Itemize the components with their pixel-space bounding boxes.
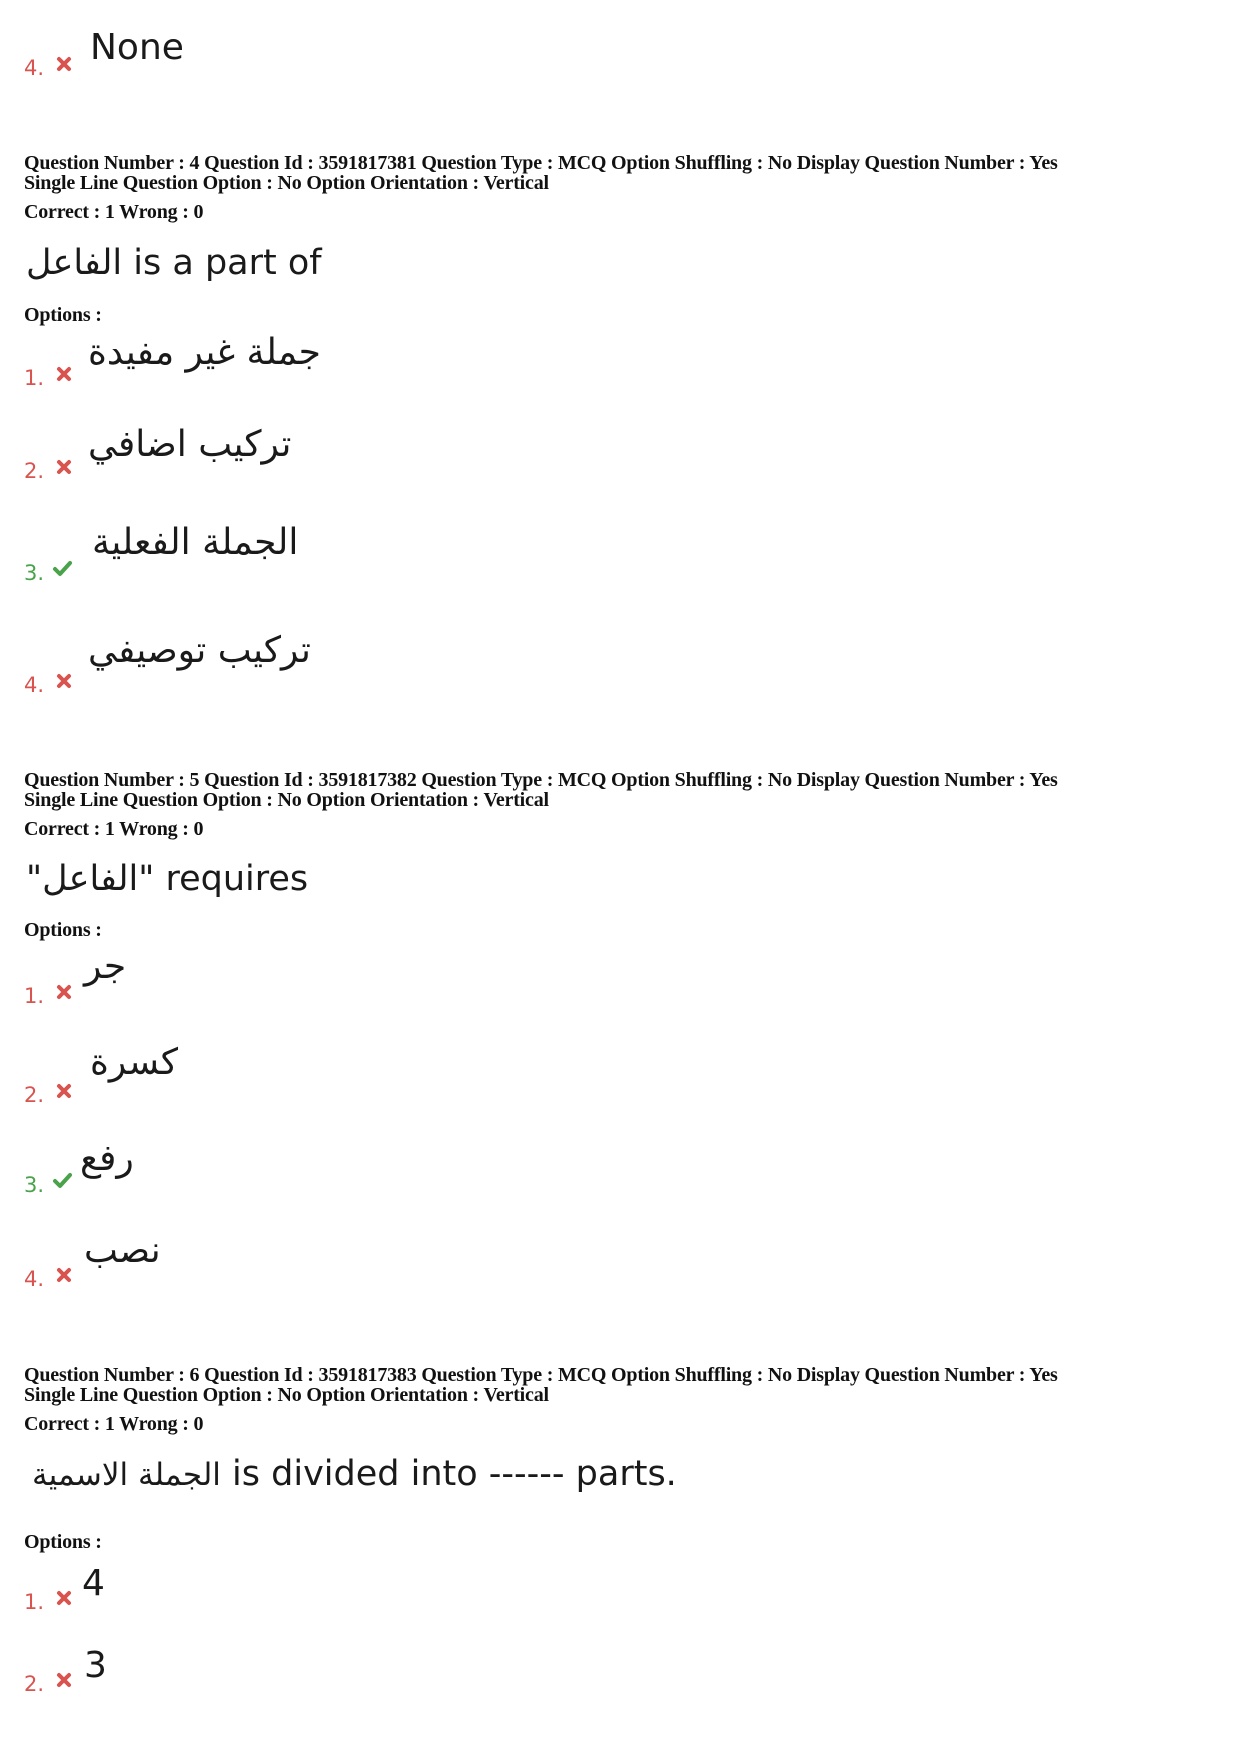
stem-arabic: الجملة الاسمية [32,1457,221,1493]
correct-check-icon [52,1170,72,1190]
options-label: Options : [24,1531,102,1553]
wrong-cross-icon [54,364,74,384]
stem-arabic: الفاعل [26,243,123,283]
question-meta-line2: Single Line Question Option : No Option Orientation : Vertical [24,172,549,194]
option-text: نصب [84,1230,161,1271]
question-meta-line1: Question Number : 6 Question Id : 3591817383 Question Type : MCQ Option Shuffling : No Display Question Number : Yes [24,1364,1058,1386]
question-stem [32,1452,677,1498]
question-stem [26,856,308,902]
options-label: Options : [24,919,102,941]
option-number: 3. [24,561,45,585]
stem-english: is a part of [133,243,322,283]
option-number: 2. [24,1083,45,1107]
wrong-cross-icon [54,1265,74,1285]
option-number: 4. [24,1267,45,1291]
score-info: Correct : 1 Wrong : 0 [24,1413,204,1435]
question-stem [26,240,322,286]
wrong-cross-icon [54,54,74,74]
wrong-cross-icon [54,671,74,691]
question-meta-line1: Question Number : 5 Question Id : 3591817382 Question Type : MCQ Option Shuffling : No Display Question Number : Yes [24,769,1058,791]
option-number: 1. [24,1590,45,1614]
option-number: 4. [24,673,45,697]
stem-arabic: "الفاعل" [26,859,155,899]
wrong-cross-icon [54,1670,74,1690]
option-text: كسرة [90,1042,178,1083]
question-meta-line2: Single Line Question Option : No Option Orientation : Vertical [24,1384,549,1406]
wrong-cross-icon [54,1588,74,1608]
wrong-cross-icon [54,1081,74,1101]
option-number: 1. [24,366,45,390]
options-label: Options : [24,304,102,326]
question-meta-line1: Question Number : 4 Question Id : 3591817381 Question Type : MCQ Option Shuffling : No Display Question Number : Yes [24,152,1058,174]
option-text: الجملة الفعلية [92,522,299,563]
option-number: 2. [24,1672,45,1696]
option-text: تركيب توصيفي [88,630,311,671]
option-text: None [90,27,184,68]
wrong-cross-icon [54,457,74,477]
option-number: 1. [24,984,45,1008]
correct-check-icon [52,558,72,578]
option-number: 2. [24,459,45,483]
option-number: 3. [24,1173,45,1197]
wrong-cross-icon [54,982,74,1002]
question-meta-line2: Single Line Question Option : No Option Orientation : Vertical [24,789,549,811]
option-text: 3 [84,1645,107,1686]
option-text: تركيب اضافي [88,424,292,465]
option-text: جر [84,946,127,987]
option-text: 4 [82,1563,105,1604]
stem-english: requires [165,859,309,899]
option-text: جملة غير مفيدة [88,332,321,373]
stem-english: is divided into ------ parts. [232,1454,677,1494]
score-info: Correct : 1 Wrong : 0 [24,201,204,223]
option-number: 4. [24,56,45,80]
option-text: رفع [80,1138,134,1179]
score-info: Correct : 1 Wrong : 0 [24,818,204,840]
